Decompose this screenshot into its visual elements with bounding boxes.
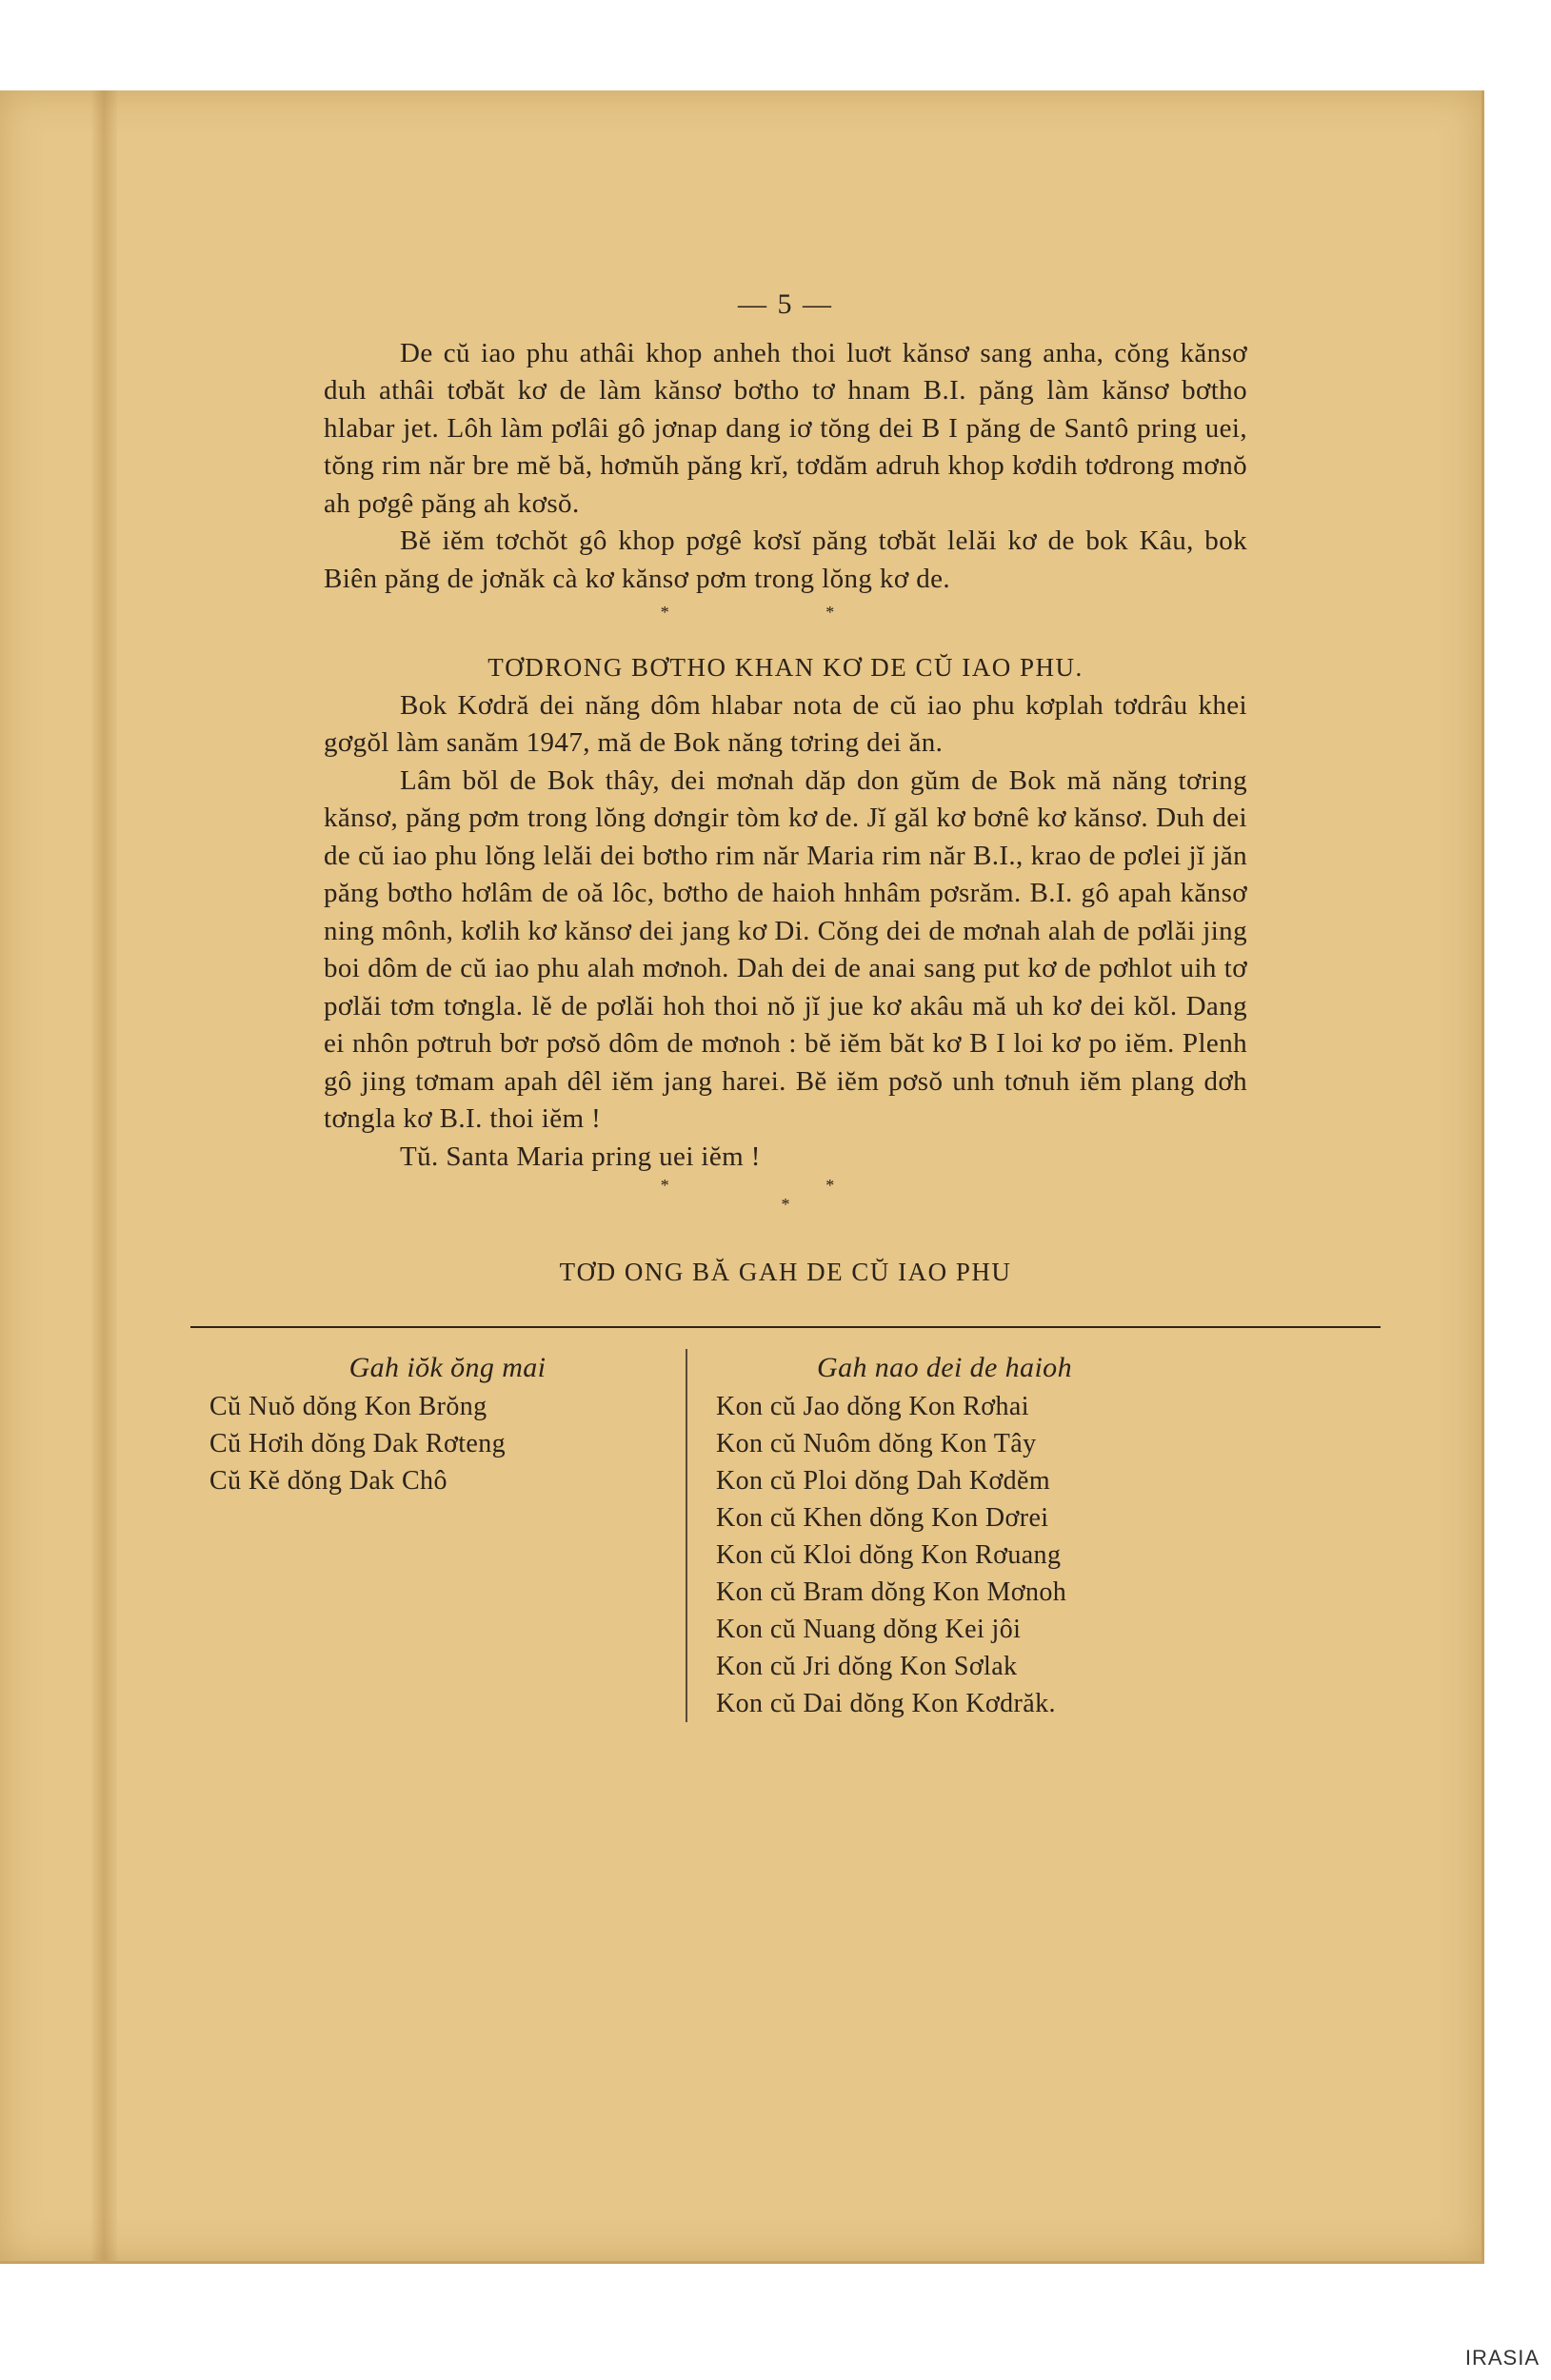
list-item: Kon cŭ Nuang dŏng Kei jôi	[716, 1615, 1022, 1644]
section-heading-1: TƠDRONG BƠTHO KHAN KƠ DE CŬ IAO PHU.	[487, 653, 1084, 682]
list-item: Kon cŭ Nuôm dŏng Kon Tây	[716, 1429, 1037, 1458]
left-column-header: Gah iŏk ŏng mai	[348, 1351, 547, 1383]
page-content	[209, 286, 1247, 1722]
list-item: Cŭ Nuŏ dŏng Kon Brŏng	[209, 1392, 487, 1421]
left-column	[190, 1349, 686, 1723]
list-item: Kon cŭ Jao dŏng Kon Rơhai	[716, 1392, 1029, 1421]
section-separator-stars-2: * *	[660, 1176, 911, 1195]
watermark: IRASIA	[1464, 2346, 1540, 2370]
list-item: Kon cŭ Kloi dŏng Kon Rơuang	[716, 1540, 1062, 1570]
right-column-header: Gah nao dei de haioh	[817, 1351, 1072, 1383]
horizontal-rule	[190, 1326, 1381, 1328]
section-heading-2: TƠD ONG BĂ GAH DE CŬ IAO PHU	[559, 1258, 1012, 1286]
list-item: Kon cŭ Bram dŏng Kon Mơnoh	[716, 1577, 1067, 1607]
closing-line: Tŭ. Santa Maria pring uei iĕm !	[400, 1140, 761, 1172]
list-item: Kon cŭ Khen dŏng Kon Dơrei	[716, 1503, 1049, 1533]
list-item: Kon cŭ Ploi dŏng Dah Kơdĕm	[716, 1466, 1051, 1496]
section-separator-stars: * *	[660, 603, 911, 622]
list-item: Kon cŭ Dai dŏng Kon Kơdrăk.	[716, 1689, 1056, 1718]
intro-paragraph-2: Bĕ iĕm tơchŏt gô khop pơgê kơsĭ păng tơbăt lelăi kơ de bok Kâu, bok Biên păng de jơnăk cà kơ kănsơ pơm trong lŏng kơ de.	[324, 526, 1247, 594]
two-column-list	[190, 1349, 1381, 1723]
intro-paragraph-1: De cŭ iao phu athâi khop anheh thoi luơt kănsơ sang anha, cŏng kănsơ duh athâi tơbăt kơ de làm kănsơ bơtho tơ hnam B.I. păng làm kănsơ bơtho hlabar jet. Lôh làm pơlâi gô jơnap dang iơ tŏng dei B I păng de Santô pring uei, tŏng rim năr bre mĕ bă, hơmŭh păng krĭ, tơdăm adruh khop kơdih tơdrong mơnŏ ah pơgê păng ah kơsŏ.	[324, 337, 1247, 519]
list-item: Cŭ Kĕ dŏng Dak Chô	[209, 1466, 447, 1496]
main-paragraph-1: Bok Kơdră dei năng dôm hlabar nota de cŭ iao phu kơplah tơdrâu khei gơgŏl làm sanăm 1947, mă de Bok năng tơring dei ăn.	[324, 689, 1247, 758]
main-paragraph-2: Lâm bŏl de Bok thây, dei mơnah dăp don gŭm de Bok mă năng tơring kănsơ, păng pơm trong lŏng dơngir tòm kơ de. Jĭ găl kơ bơnê kơ kănsơ. Duh dei de cŭ iao phu lŏng lelăi dei bơtho rim năr Maria rim năr B.I., krao de pơlei jĭ jăn păng bơtho hơlâm de oă lôc, bơtho de haioh hnhâm pơsrăm. B.I. gô apah kănsơ ning mônh, kơlih kơ kănsơ dei jang kơ Di. Cŏng dei de mơnah alah de pơlăi jing boi dôm de cŭ iao phu alah mơnoh. Dah dei de anai sang put kơ de pơhlot uih tơ pơlăi tơm tơngla. lĕ de pơlăi hoh thoi nŏ jĭ jue kơ akâu mă uh kơ dei kŏl. Dang ei nhôn pơtruh bơr pơsŏ dôm de mơnoh : bĕ iĕm băt kơ B I loi kơ po iĕm. Plenh gô jing tơmam apah dêl iĕm jang harei. Bĕ iĕm pơsŏ unh tơnuh iĕm plang dơh tơngla kơ B.I. thoi iĕm !	[324, 764, 1247, 1134]
section-separator-star-single: *	[781, 1195, 790, 1214]
page-number: — 5 —	[738, 288, 833, 320]
right-column	[686, 1349, 1173, 1723]
list-item: Kon cŭ Jri dŏng Kon Sơlak	[716, 1652, 1018, 1681]
page-fold	[90, 90, 117, 2261]
list-item: Cŭ Hơih dŏng Dak Rơteng	[209, 1429, 507, 1458]
